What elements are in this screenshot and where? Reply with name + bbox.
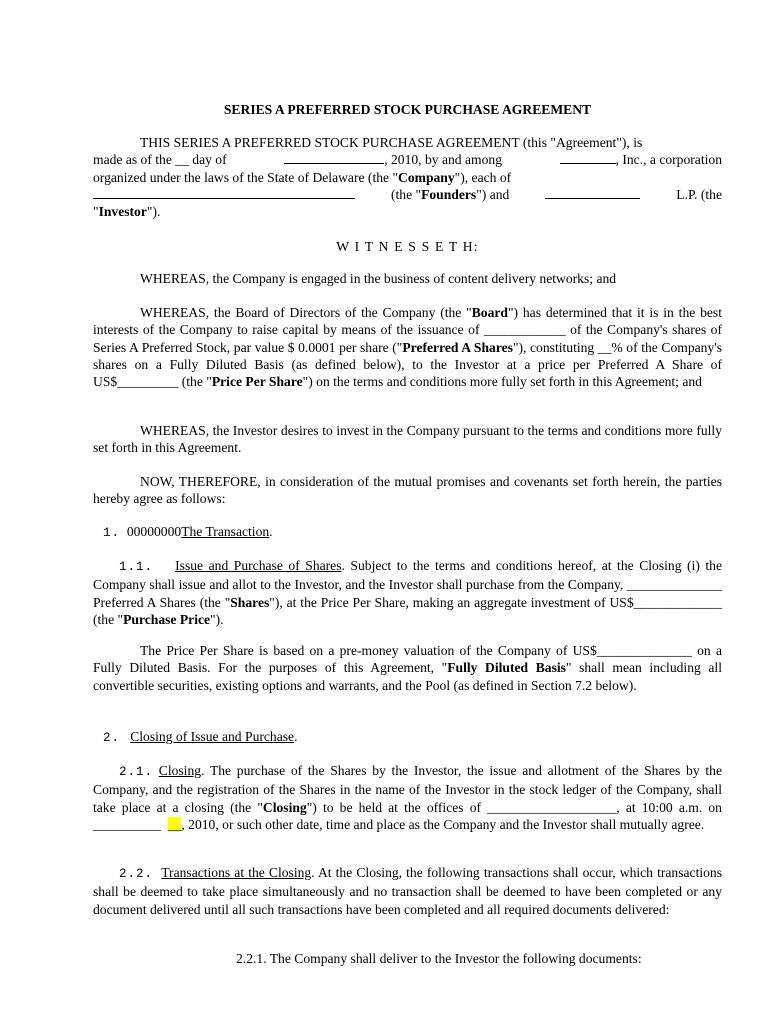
- intro-line-1: THIS SERIES A PREFERRED STOCK PURCHASE AGREEMENT (this "Agreement"), is: [140, 135, 643, 150]
- section-2-1-paragraph: 2.1. Closing. The purchase of the Shares by the Investor, the issue and allotment of the Shares by the Company, and the registration of the Shares in the name of the Investor in the stock ledger of the Company, shall take place at a closing (the "Closing") to be held at the offices of ___________________, at 10:00 a.m. on __________ __, 2010, or such other date, time and place as the Company and the Investor shall mutually agree.: [93, 763, 722, 832]
- intro-paragraph: THIS SERIES A PREFERRED STOCK PURCHASE AGREEMENT (this "Agreement"), is made as of the __ day of , 2010, by and among , Inc., a corporation organized under the laws of the State of Delaware (the "Company"), each of (the "Founders") and L.P. (the "Investor").: [93, 135, 722, 220]
- section-2-2-paragraph: 2.2. Transactions at the Closing. At the Closing, the following transactions shall occur, which transactions shall be deemed to take place simultaneously and no transaction shall be deemed to have been completed or any document delivered until all such transactions have been completed and all required documents delivered:: [93, 865, 723, 917]
- price-per-share-paragraph: The Price Per Share is based on a pre-money valuation of the Company of US$______________ on a Fully Diluted Basis. For the purposes of this Agreement, "Fully Diluted Basis" shall mean including all convertible securities, existing options and warrants, and the Pool (as defined in Section 7.2 below).: [93, 643, 722, 693]
- now-therefore-paragraph: NOW, THEREFORE, in consideration of the mutual promises and covenants set forth herein, the parties hereby agree as follows:: [93, 474, 722, 507]
- section-1-heading: 1. 00000000The Transaction.: [103, 524, 273, 540]
- section-2-heading: 2. Closing of Issue and Purchase.: [103, 729, 298, 745]
- whereas-paragraph-2: WHEREAS, the Board of Directors of the Company (the "Board") has determined that it is in the best interests of the Company to raise capital by means of the issuance of ____________ of the Company's shares of Series A Preferred Stock, par value $ 0.0001 per share ("Preferred A Shares"), constituting __% of the Company's shares on a Fully Diluted Basis (as defined below), to the Investor at a price per Preferred A Share of US$_________ (the "Price Per Share") on the terms and conditions more fully set forth in this Agreement; and: [93, 305, 722, 390]
- company-term: Company: [398, 169, 455, 185]
- whereas-paragraph-1: WHEREAS, the Company is engaged in the business of content delivery networks; and: [140, 271, 617, 286]
- highlighted-date-blank: __: [167, 816, 182, 832]
- investor-name-blank: [545, 186, 640, 199]
- founders-term: Founders: [421, 186, 477, 202]
- investor-term: Investor: [98, 204, 147, 220]
- date-blank: [284, 151, 384, 164]
- document-title: SERIES A PREFERRED STOCK PURCHASE AGREEMENT: [223, 102, 592, 117]
- section-1-1-paragraph: 1.1. Issue and Purchase of Shares. Subject to the terms and conditions hereof, at the Closing (i) the Company shall issue and allot to the Investor, and the Investor shall purchase from the Company, ______________ Preferred A Shares (the "Shares"), at the Price Per Share, making an aggregate investment of US$_____________ (the "Purchase Price").: [93, 558, 723, 627]
- company-name-blank: [560, 151, 616, 164]
- founders-blank: [93, 186, 355, 199]
- witnesseth-heading: W I T N E S S E T H:: [336, 239, 479, 254]
- section-2-2-1-paragraph: 2.2.1. The Company shall deliver to the Investor the following documents:: [236, 951, 642, 966]
- whereas-paragraph-3: WHEREAS, the Investor desires to invest in the Company pursuant to the terms and conditions more fully set forth in this Agreement.: [93, 423, 722, 456]
